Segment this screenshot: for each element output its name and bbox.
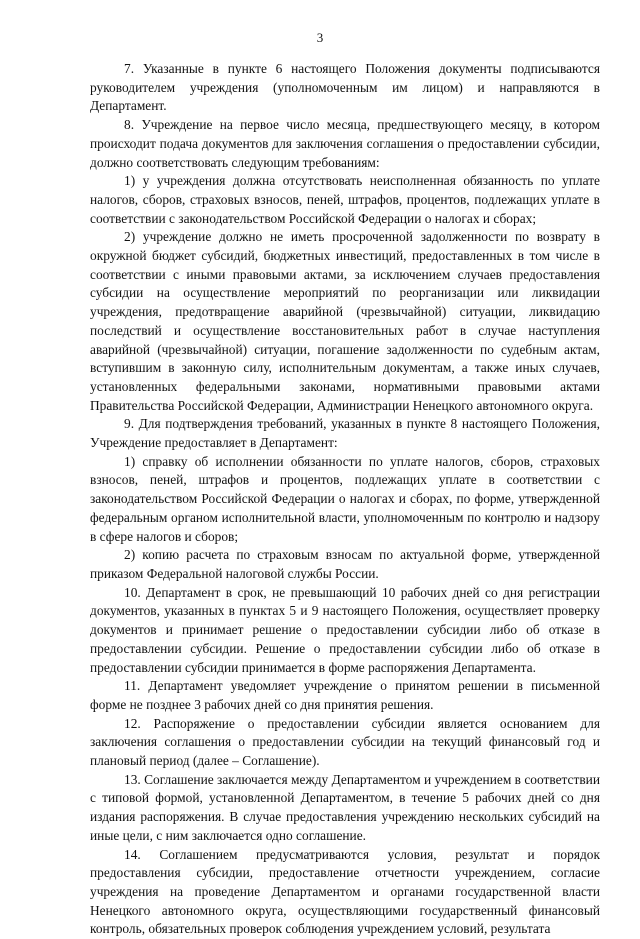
page-number: 3 <box>316 30 324 45</box>
paragraph-8-item-2: 2) учреждение должно не иметь просроченной задолженности по возврату в окружной бюджет субсидий, бюджетных инвестиций, предоставленных в том числе в соответствии с иными правовыми актами, за исключением случаев предоставления субсидии на осуществление мероприятий по реорганизации или ликвидации учреждения, предотвращение аварийной (чрезвычайной) ситуации, ликвидацию последствий и осуществление восстановительных работ в случае наступления аварийной (чрезвычайной) ситуации, погашение задолженности по судебным актам, вступившим в законную силу, исполнительным документам, а также иных случаев, установленных федеральными законами, нормативными правовыми актами Правительства Российской Федерации, Администрации Ненецкого автономного округа. <box>90 229 600 413</box>
paragraph-7: 7. Указанные в пункте 6 настоящего Положения документы подписываются руководителем учреждения (уполномоченным им лицом) и направляются в Департамент. <box>90 61 600 114</box>
paragraph-12: 12. Распоряжение о предоставлении субсидии является основанием для заключения соглашения о предоставлении субсидии на текущий финансовый год и плановый период (далее – Соглашение). <box>90 715 600 769</box>
paragraph-9: 9. Для подтверждения требований, указанных в пункте 8 настоящего Положения, Учреждение предоставляет в Департамент: <box>90 416 600 451</box>
paragraph-11: 11. Департамент уведомляет учреждение о принятом решении в письменной форме не позднее 3 рабочих дней со дня принятия решения. <box>90 678 600 712</box>
paragraph-9-item-2: 2) копию расчета по страховым взносам по актуальной форме, утвержденной приказом Федеральной налоговой службы России. <box>90 547 600 581</box>
paragraph-10: 10. Департамент в срок, не превышающий 10 рабочих дней со дня регистрации документов, указанных в пунктах 5 и 9 настоящего Положения, осуществляет проверку документов и принимает решение о предоставлении субсидии либо об отказе в предоставлении субсидии. Решение о предоставлении субсидии либо об отказе в предоставлении субсидии принимается в форме распоряжения Департамента. <box>90 584 600 675</box>
paragraph-13: 13. Соглашение заключается между Департаментом и учреждением в соответствии с типовой формой, установленной Департаментом, в течение 5 рабочих дней со дня издания распоряжения. В случае предоставления учреждению нескольких субсидий на иные цели, с ним заключается одно соглашение. <box>90 771 600 843</box>
paragraph-8-item-1: 1) у учреждения должна отсутствовать неисполненная обязанность по уплате налогов, сборов, страховых взносов, пеней, штрафов, процентов, подлежащих уплате в соответствии с законодательством Российской Федерации о налогах и сборах; <box>90 173 600 226</box>
paragraph-8: 8. Учреждение на первое число месяца, предшествующего месяцу, в котором происходит подача документов для заключения соглашения о предоставлении субсидии, должно соответствовать следующим требованиям: <box>90 117 600 170</box>
paragraph-14: 14. Соглашением предусматриваются условия, результат и порядок предоставления субсидии, предоставление отчетности учреждением, согласие учреждения на проведение Департаментом и органами государственной власти Ненецкого автономного округа, осуществляющими государственный финансовый контроль, обязательных проверок соблюдения учреждением условий, результата <box>90 846 600 937</box>
paragraph-9-item-1: 1) справку об исполнении обязанности по уплате налогов, сборов, страховых взносов, пеней, штрафов и процентов, подлежащих уплате в соответствии с законодательством Российской Федерации о налогах и сборах, по форме, утвержденной федеральным органом исполнительной власти, уполномоченным по контролю и надзору в сфере налогов и сборов; <box>90 453 600 544</box>
document-body <box>90 60 600 939</box>
